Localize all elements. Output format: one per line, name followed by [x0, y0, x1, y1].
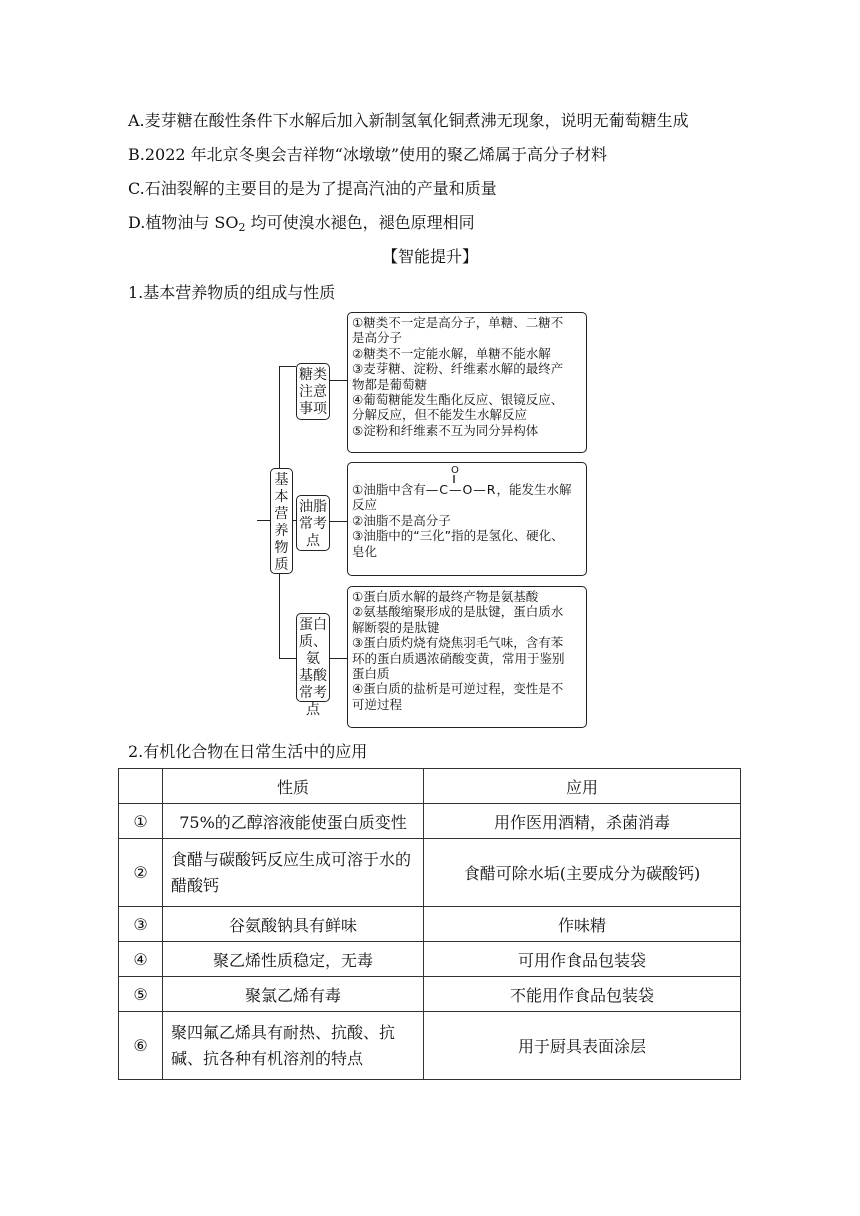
table-row — [119, 804, 741, 839]
row-number: ① — [119, 804, 163, 839]
detail-line-2 — [330, 521, 347, 522]
option-d-post: 均可使溴水褪色，褪色原理相同 — [245, 213, 475, 232]
ester-formula: —C—O—R — [425, 482, 497, 497]
row-property: 食醋与碳酸钙反应生成可溶于水的醋酸钙 — [163, 839, 424, 907]
table-row — [119, 1012, 741, 1080]
option-d — [128, 213, 475, 233]
row-application: 用作医用酒精，杀菌消毒 — [424, 804, 741, 839]
row-application: 用于厨具表面涂层 — [424, 1012, 741, 1080]
branch-box-protein: 蛋白 质、氨 基酸 常考 点 — [296, 613, 330, 702]
option-c: C.石油裂解的主要目的是为了提高汽油的产量和质量 — [128, 179, 497, 198]
branch-box-fat: 油脂 常考 点 — [296, 495, 330, 551]
table-row — [119, 977, 741, 1012]
row-application: 可用作食品包装袋 — [424, 942, 741, 977]
carbonyl-oxygen: O — [451, 465, 459, 476]
branch-box-sugar: 糖类 注意 事项 — [296, 363, 330, 420]
row-number: ③ — [119, 907, 163, 942]
row-property: 聚氯乙烯有毒 — [163, 977, 424, 1012]
row-number: ⑤ — [119, 977, 163, 1012]
option-b: B.2022 年北京冬奥会吉祥物“冰墩墩”使用的聚乙烯属于高分子材料 — [128, 145, 608, 164]
table-header-no — [119, 769, 163, 804]
table-row — [119, 942, 741, 977]
detail-line-3 — [330, 658, 347, 659]
table-row — [119, 907, 741, 942]
detail-box-fat: O ‖ ①油脂中含有—C—O—R，能发生水解 反应 ②油脂不是高分子 ③油脂中的“三化”指的是氢化、硬化、 皂化 — [347, 462, 587, 576]
table-row — [119, 839, 741, 907]
detail-box-sugar: ①糖类不一定是高分子，单糖、二糖不 是高分子 ②糖类不一定能水解，单糖不能水解 ③麦芽糖、淀粉、纤维素水解的最终产 物都是葡萄糖 ④葡萄糖能发生酯化反应、银镜反应、 分解反应，但不能发生水解反应 ⑤淀粉和纤维素不互为同分异构体 — [347, 312, 587, 453]
row-property: 聚四氟乙烯具有耐热、抗酸、抗碱、抗各种有机溶剂的特点 — [163, 1012, 424, 1080]
row-property: 谷氨酸钠具有鲜味 — [163, 907, 424, 942]
branch-line-1 — [279, 366, 296, 367]
section1-title: 1.基本营养物质的组成与性质 — [128, 283, 336, 302]
section-heading: 【智能提升】 — [381, 247, 478, 266]
table-header-row — [119, 769, 741, 804]
row-application: 作味精 — [424, 907, 741, 942]
table-header-application: 应用 — [424, 769, 741, 804]
double-bond-mark: ‖ — [452, 474, 456, 483]
row-property: 75%的乙醇溶液能使蛋白质变性 — [163, 804, 424, 839]
row-application: 不能用作食品包装袋 — [424, 977, 741, 1012]
section2-title: 2.有机化合物在日常生活中的应用 — [128, 742, 368, 761]
row-property: 聚乙烯性质稳定，无毒 — [163, 942, 424, 977]
row-number: ④ — [119, 942, 163, 977]
root-stub — [257, 520, 270, 521]
row-application: 食醋可除水垢(主要成分为碳酸钙) — [424, 839, 741, 907]
row-number: ② — [119, 839, 163, 907]
application-table — [118, 768, 741, 1080]
option-d-subscript: 2 — [238, 221, 246, 234]
detail-line-1 — [330, 380, 347, 381]
detail-box-protein: ①蛋白质水解的最终产物是氨基酸 ②氨基酸缩聚形成的是肽键，蛋白质水 解断裂的是肽键 ③蛋白质灼烧有烧焦羽毛气味，含有苯 环的蛋白质遇浓硝酸变黄，常用于鉴别 蛋白质 ④蛋白质的盐析是可逆过程，变性是不 可逆过程 — [347, 586, 587, 728]
row-number: ⑥ — [119, 1012, 163, 1080]
table-header-property: 性质 — [163, 769, 424, 804]
branch-line-3 — [279, 658, 296, 659]
option-a: A.麦芽糖在酸性条件下水解后加入新制氢氧化铜煮沸无现象，说明无葡萄糖生成 — [128, 111, 689, 130]
option-d-pre: D.植物油与 SO — [128, 213, 239, 232]
root-box: 基 本 营 养 物 质 — [270, 468, 293, 574]
